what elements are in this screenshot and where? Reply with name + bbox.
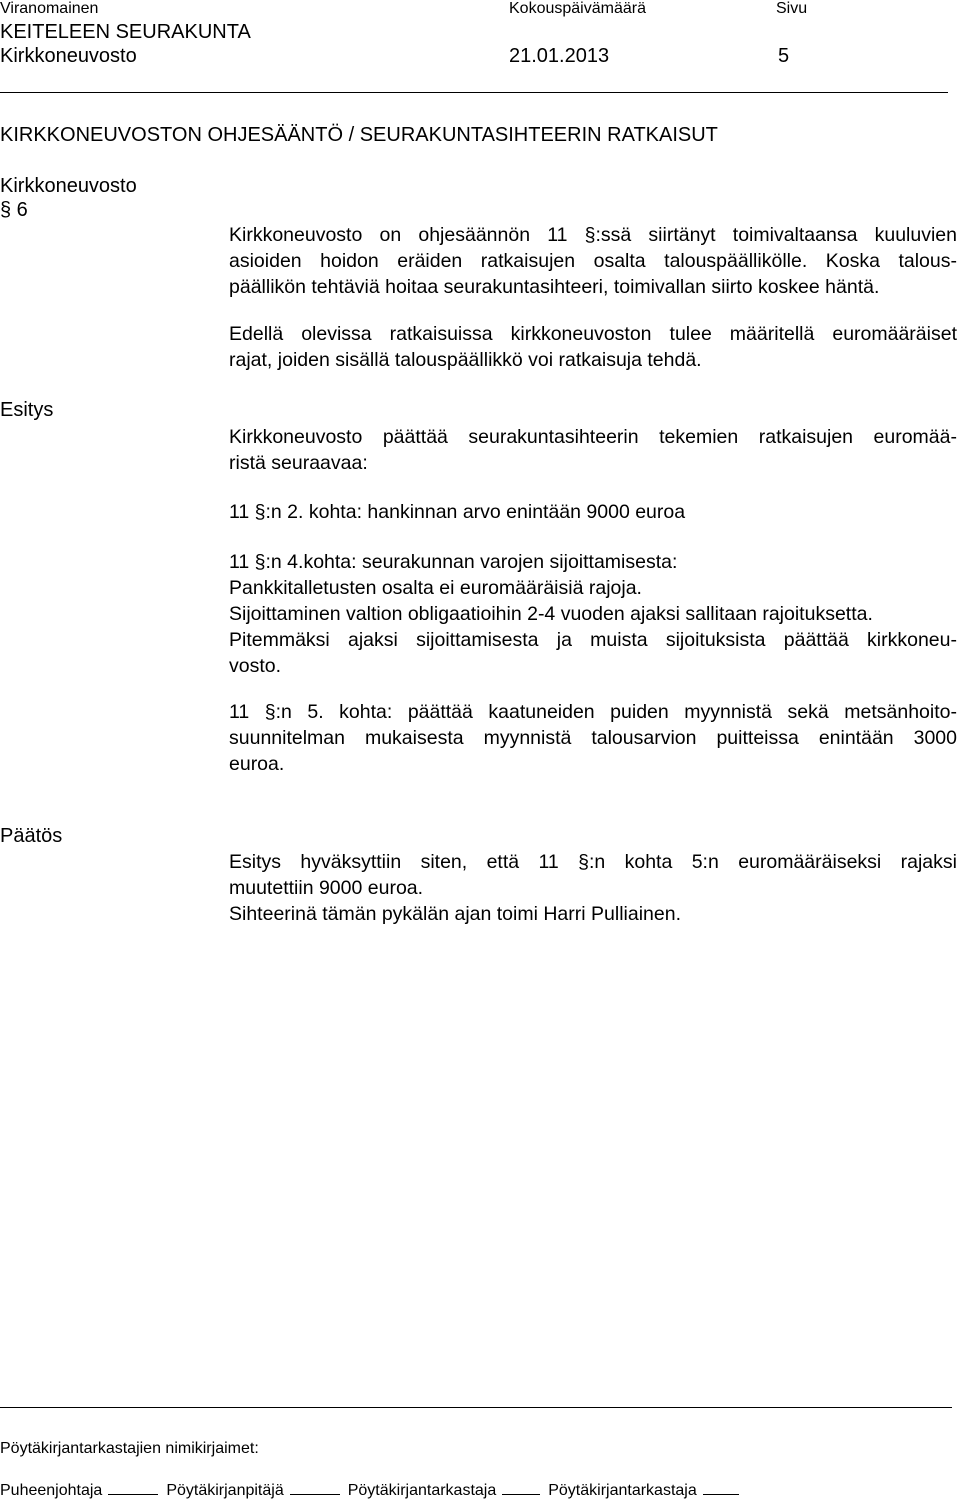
decision-paragraph xyxy=(229,849,957,927)
decision-line: Esitys hyväksyttiin siten, että 11 §:n kohta 5:n euromääräiseksi rajaksi xyxy=(229,851,957,873)
signature-line xyxy=(290,1480,340,1495)
signature-line xyxy=(703,1480,739,1495)
intro-line: Kirkkoneuvosto on ohjesäännön 11 §:ssä siirtänyt toimivaltaansa kuuluvien xyxy=(229,224,957,246)
intro-line: päällikön tehtäviä hoitaa seurakuntasihteeri, toimivallan siirto koskee häntä. xyxy=(229,276,880,298)
role-chair: Puheenjohtaja xyxy=(0,1482,103,1499)
item-5-line: suunnitelman mukaisesta myynnistä talousarvion puitteissa enintään 3000 xyxy=(229,727,957,749)
signature-row xyxy=(0,1480,958,1500)
item-4 xyxy=(229,549,957,679)
header-date-label: Kokouspäivämäärä xyxy=(509,0,646,17)
item-4-line: vosto. xyxy=(229,655,282,677)
role-examiner-1: Pöytäkirjantarkastaja xyxy=(347,1482,497,1499)
document-title: KIRKKONEUVOSTON OHJESÄÄNTÖ / SEURAKUNTASIHTEERIN RATKAISUT xyxy=(0,124,718,146)
paatos-label: Päätös xyxy=(0,825,63,847)
role-secretary: Pöytäkirjanpitäjä xyxy=(166,1482,284,1499)
header-page-number: 5 xyxy=(778,45,790,67)
header-page-label: Sivu xyxy=(776,0,808,17)
header-authority-label: Viranomainen xyxy=(0,0,99,17)
header-organization: KEITELEEN SEURAKUNTA xyxy=(0,21,251,43)
header-body-name: Kirkkoneuvosto xyxy=(0,45,137,67)
section-number: § 6 xyxy=(0,199,28,221)
item-4-line: Sijoittaminen valtion obligaatioihin 2-4 vuoden ajaksi sallitaan rajoituksetta. xyxy=(229,603,873,625)
item-4-line: Pankkitalletusten osalta ei euromääräisiä rajoja. xyxy=(229,577,642,599)
decision-line: Sihteerinä tämän pykälän ajan toimi Harri Pulliainen. xyxy=(229,903,681,925)
limits-line: Edellä olevissa ratkaisuissa kirkkoneuvoston tulee määritellä euromääräiset xyxy=(229,323,957,345)
signature-line xyxy=(108,1480,158,1495)
item-4-line: Pitemmäksi ajaksi sijoittamisesta ja muista sijoituksista päättää kirkkoneu- xyxy=(229,629,957,651)
item-5-line: 11 §:n 5. kohta: päättää kaatuneiden puiden myynnistä sekä metsänhoito- xyxy=(229,701,957,723)
item-2: 11 §:n 2. kohta: hankinnan arvo enintään 9000 euroa xyxy=(229,501,686,523)
footer-rule xyxy=(0,1407,952,1408)
role-examiner-2: Pöytäkirjantarkastaja xyxy=(548,1482,697,1499)
proposal-line: Kirkkoneuvosto päättää seurakuntasihteerin tekemien ratkaisujen euromää- xyxy=(229,426,957,448)
limits-paragraph xyxy=(229,321,957,373)
left-label-body: Kirkkoneuvosto xyxy=(0,175,137,197)
decision-line: muutettiin 9000 euroa. xyxy=(229,877,424,899)
signatures-label: Pöytäkirjantarkastajien nimikirjaimet: xyxy=(0,1440,259,1457)
proposal-line: ristä seuraavaa: xyxy=(229,452,368,474)
limits-line: rajat, joiden sisällä talouspäällikkö voi ratkaisuja tehdä. xyxy=(229,349,702,371)
intro-line: asioiden hoidon eräiden ratkaisujen osalta talouspäällikölle. Koska talous- xyxy=(229,250,957,272)
proposal-paragraph xyxy=(229,424,957,476)
header-meeting-date: 21.01.2013 xyxy=(509,45,610,67)
item-5 xyxy=(229,699,957,777)
item-5-line: euroa. xyxy=(229,753,285,775)
esitys-label: Esitys xyxy=(0,399,54,421)
header-rule xyxy=(0,92,948,93)
intro-paragraph xyxy=(229,222,957,300)
item-4-line: 11 §:n 4.kohta: seurakunnan varojen sijoittamisesta: xyxy=(229,551,678,573)
signature-line xyxy=(502,1480,540,1495)
